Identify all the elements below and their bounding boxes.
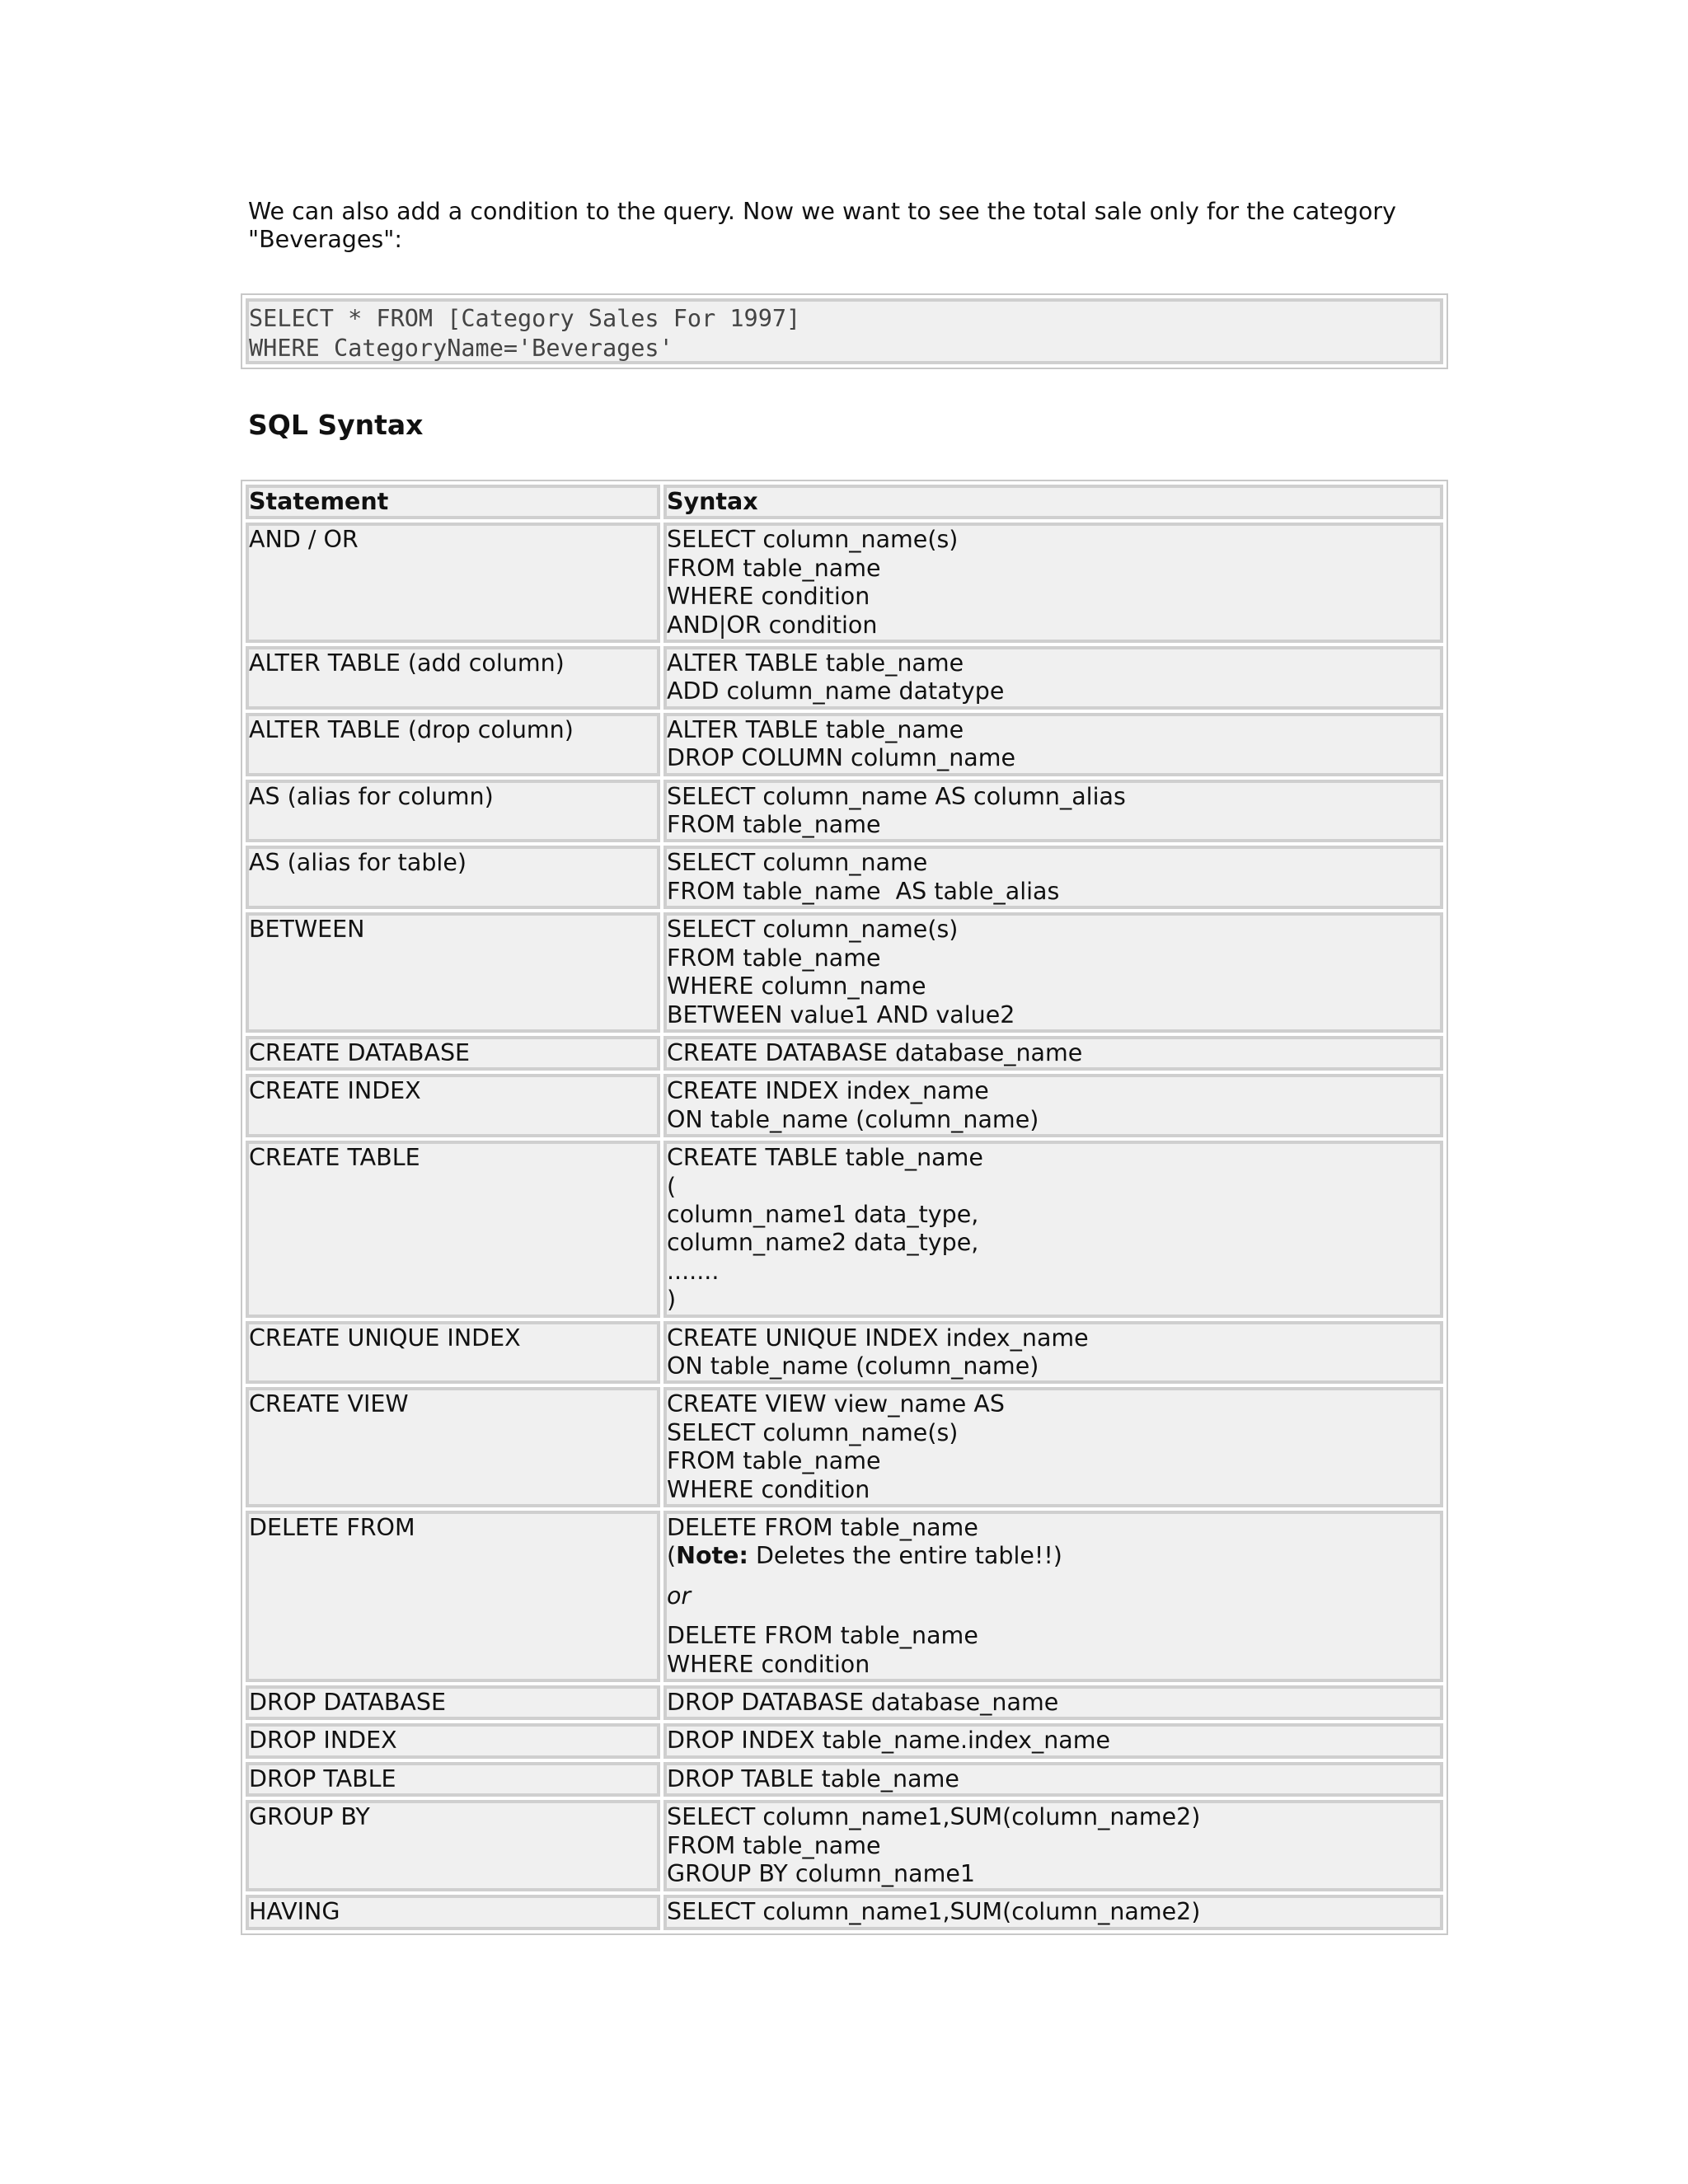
- table-row: [246, 1036, 1443, 1071]
- table-row: [246, 780, 1443, 843]
- code-example-inner: [246, 298, 1443, 364]
- statement-cell: DELETE FROM: [246, 1511, 660, 1682]
- syntax-line: WHERE condition: [667, 583, 870, 611]
- syntax-cell: [663, 1387, 1443, 1507]
- syntax-line: FROM table_name: [667, 944, 881, 972]
- code-line-2: WHERE CategoryName='Beverages': [249, 335, 673, 362]
- syntax-cell: [663, 1723, 1443, 1758]
- table-row: [246, 912, 1443, 1033]
- intro-line-2: "Beverages":: [248, 226, 402, 253]
- code-line-1: SELECT * FROM [Category Sales For 1997]: [249, 305, 801, 332]
- header-statement: Statement: [246, 485, 660, 519]
- or-text: or: [667, 1582, 692, 1610]
- syntax-line: SELECT column_name(s): [667, 1418, 959, 1446]
- syntax-line: AND|OR condition: [667, 611, 878, 639]
- statement-cell: AS (alias for column): [246, 780, 660, 843]
- table-row: [246, 1074, 1443, 1137]
- statement-cell: CREATE TABLE: [246, 1141, 660, 1317]
- syntax-cell: [663, 646, 1443, 710]
- note-open: (: [667, 1542, 677, 1570]
- syntax-line: ALTER TABLE table_name: [667, 715, 964, 743]
- table-row: [246, 1685, 1443, 1720]
- syntax-line: DROP INDEX table_name.index_name: [667, 1727, 1111, 1755]
- table-body: [246, 523, 1443, 1929]
- syntax-cell: [663, 1511, 1443, 1682]
- table-row: [246, 1387, 1443, 1507]
- header-syntax: Syntax: [663, 485, 1443, 519]
- syntax-line: SELECT column_name AS column_alias: [667, 782, 1126, 810]
- syntax-line: column_name1 data_type,: [667, 1200, 979, 1228]
- statement-cell: GROUP BY: [246, 1800, 660, 1891]
- syntax-line: BETWEEN value1 AND value2: [667, 1001, 1015, 1029]
- syntax-cell: [663, 1321, 1443, 1385]
- statement-cell: DROP DATABASE: [246, 1685, 660, 1720]
- syntax-line: ON table_name (column_name): [667, 1352, 1039, 1380]
- syntax-cell: [663, 1895, 1443, 1929]
- code-example-box: [241, 293, 1448, 369]
- syntax-line: WHERE condition: [667, 1475, 870, 1503]
- statement-cell: BETWEEN: [246, 912, 660, 1033]
- statement-cell: CREATE INDEX: [246, 1074, 660, 1137]
- syntax-line: CREATE UNIQUE INDEX index_name: [667, 1324, 1089, 1352]
- syntax-cell: [663, 713, 1443, 776]
- syntax-line: SELECT column_name1,SUM(column_name2): [667, 1803, 1201, 1831]
- syntax-line: FROM table_name: [667, 554, 881, 582]
- syntax-line: DROP COLUMN column_name: [667, 744, 1016, 772]
- syntax-line: DROP TABLE table_name: [667, 1765, 959, 1793]
- statement-cell: HAVING: [246, 1895, 660, 1929]
- syntax-line: ): [667, 1286, 677, 1314]
- syntax-line: SELECT column_name(s): [667, 916, 959, 944]
- syntax-line: SELECT column_name1,SUM(column_name2): [667, 1898, 1201, 1926]
- table-row: [246, 846, 1443, 909]
- table-row: [246, 1321, 1443, 1385]
- intro-paragraph: [248, 198, 1443, 254]
- note-text: Deletes the entire table!!): [748, 1542, 1062, 1570]
- statement-cell: DROP INDEX: [246, 1723, 660, 1758]
- table-row: [246, 1723, 1443, 1758]
- spacer: [667, 1571, 1440, 1582]
- statement-cell: AND / OR: [246, 523, 660, 643]
- statement-cell: ALTER TABLE (drop column): [246, 713, 660, 776]
- table-row: [246, 1895, 1443, 1929]
- table-row: [246, 1511, 1443, 1682]
- syntax-line: DELETE FROM table_name: [667, 1622, 978, 1650]
- syntax-line: FROM table_name: [667, 811, 881, 839]
- note-line: [667, 1542, 1440, 1570]
- syntax-line: FROM table_name: [667, 1447, 881, 1475]
- syntax-cell: [663, 780, 1443, 843]
- table-row: [246, 523, 1443, 643]
- syntax-cell: [663, 1036, 1443, 1071]
- syntax-cell: [663, 1685, 1443, 1720]
- sql-syntax-table: [241, 480, 1448, 1935]
- syntax-cell: [663, 1800, 1443, 1891]
- table-row: [246, 646, 1443, 710]
- statement-cell: ALTER TABLE (add column): [246, 646, 660, 710]
- syntax-line: .......: [667, 1257, 720, 1285]
- syntax-cell: [663, 1074, 1443, 1137]
- syntax-line: CREATE DATABASE database_name: [667, 1038, 1083, 1066]
- syntax-line: FROM table_name: [667, 1831, 881, 1859]
- syntax-line: ALTER TABLE table_name: [667, 649, 964, 677]
- syntax-cell: [663, 523, 1443, 643]
- syntax-line: ON table_name (column_name): [667, 1105, 1039, 1133]
- spacer: [667, 1610, 1440, 1622]
- statement-cell: DROP TABLE: [246, 1762, 660, 1797]
- syntax-line: DROP DATABASE database_name: [667, 1689, 1059, 1717]
- note-label: Note:: [676, 1542, 748, 1570]
- syntax-line: CREATE INDEX index_name: [667, 1077, 989, 1105]
- table-row: [246, 1762, 1443, 1797]
- syntax-line: CREATE TABLE table_name: [667, 1144, 983, 1172]
- statement-cell: CREATE VIEW: [246, 1387, 660, 1507]
- syntax-line: GROUP BY column_name1: [667, 1860, 976, 1888]
- syntax-cell: [663, 846, 1443, 909]
- table-header-row: [246, 485, 1443, 519]
- table-row: [246, 1141, 1443, 1317]
- table-row: [246, 713, 1443, 776]
- syntax-line: ADD column_name datatype: [667, 677, 1005, 705]
- syntax-line: column_name2 data_type,: [667, 1229, 979, 1257]
- intro-line-1: We can also add a condition to the query. Now we want to see the total sale only for the category: [248, 198, 1396, 225]
- syntax-line: SELECT column_name: [667, 849, 928, 877]
- statement-cell: CREATE UNIQUE INDEX: [246, 1321, 660, 1385]
- statement-cell: CREATE DATABASE: [246, 1036, 660, 1071]
- syntax-cell: [663, 1141, 1443, 1317]
- section-heading: SQL Syntax: [248, 409, 424, 441]
- syntax-line: WHERE column_name: [667, 972, 926, 1001]
- syntax-line: DELETE FROM table_name: [667, 1514, 978, 1541]
- table-row: [246, 1800, 1443, 1891]
- syntax-line: WHERE condition: [667, 1650, 870, 1678]
- syntax-cell: [663, 912, 1443, 1033]
- syntax-cell: [663, 1762, 1443, 1797]
- syntax-line: FROM table_name AS table_alias: [667, 877, 1060, 905]
- syntax-line: (: [667, 1172, 677, 1200]
- syntax-line: CREATE VIEW view_name AS: [667, 1390, 1005, 1418]
- statement-cell: AS (alias for table): [246, 846, 660, 909]
- syntax-line: SELECT column_name(s): [667, 526, 959, 554]
